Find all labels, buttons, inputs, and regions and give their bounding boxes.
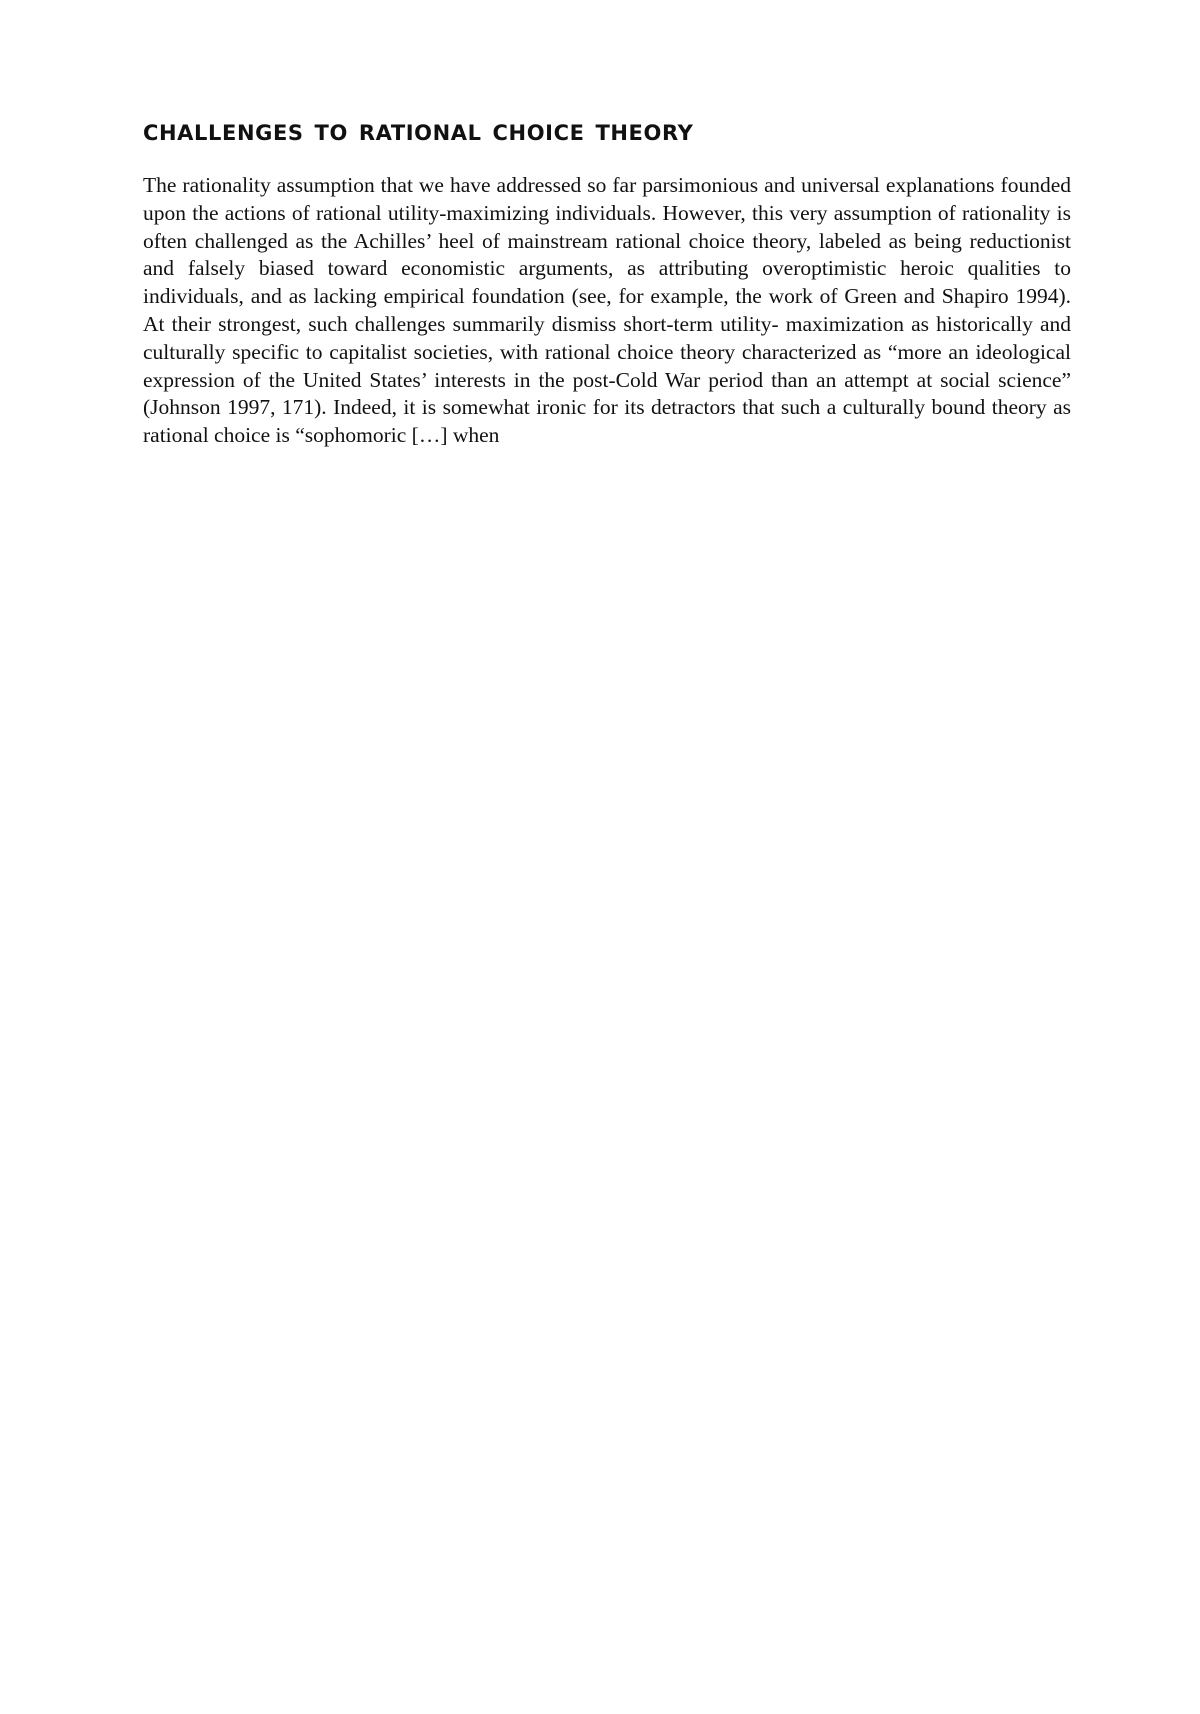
body-paragraph: The rationality assumption that we have addressed so far parsimonious and universal explanations founded upon the actions of rational utility-maximizing individuals. However, this very assumption of rationality is often challenged as the Achilles’ heel of mainstream rational choice theory, labeled as being reductionist and falsely biased toward economistic arguments, as attributing overoptimistic heroic qualities to individuals, and as lacking empirical foundation (see, for example, the work of Green and Shapiro 1994). At their strongest, such challenges summarily dismiss short-term utility- maximization as historically and culturally specific to capitalist societies, with rational choice theory characterized as “more an ideological expression of the United States’ interests in the post-Cold War period than an attempt at social science” (Johnson 1997, 171). Indeed, it is somewhat ironic for its detractors that such a culturally bound theory as rational choice is “sophomoric […] when	[143, 173, 1071, 448]
document-content	[143, 118, 1071, 450]
section-heading: CHALLENGES TO RATIONAL CHOICE THEORY	[143, 121, 694, 145]
